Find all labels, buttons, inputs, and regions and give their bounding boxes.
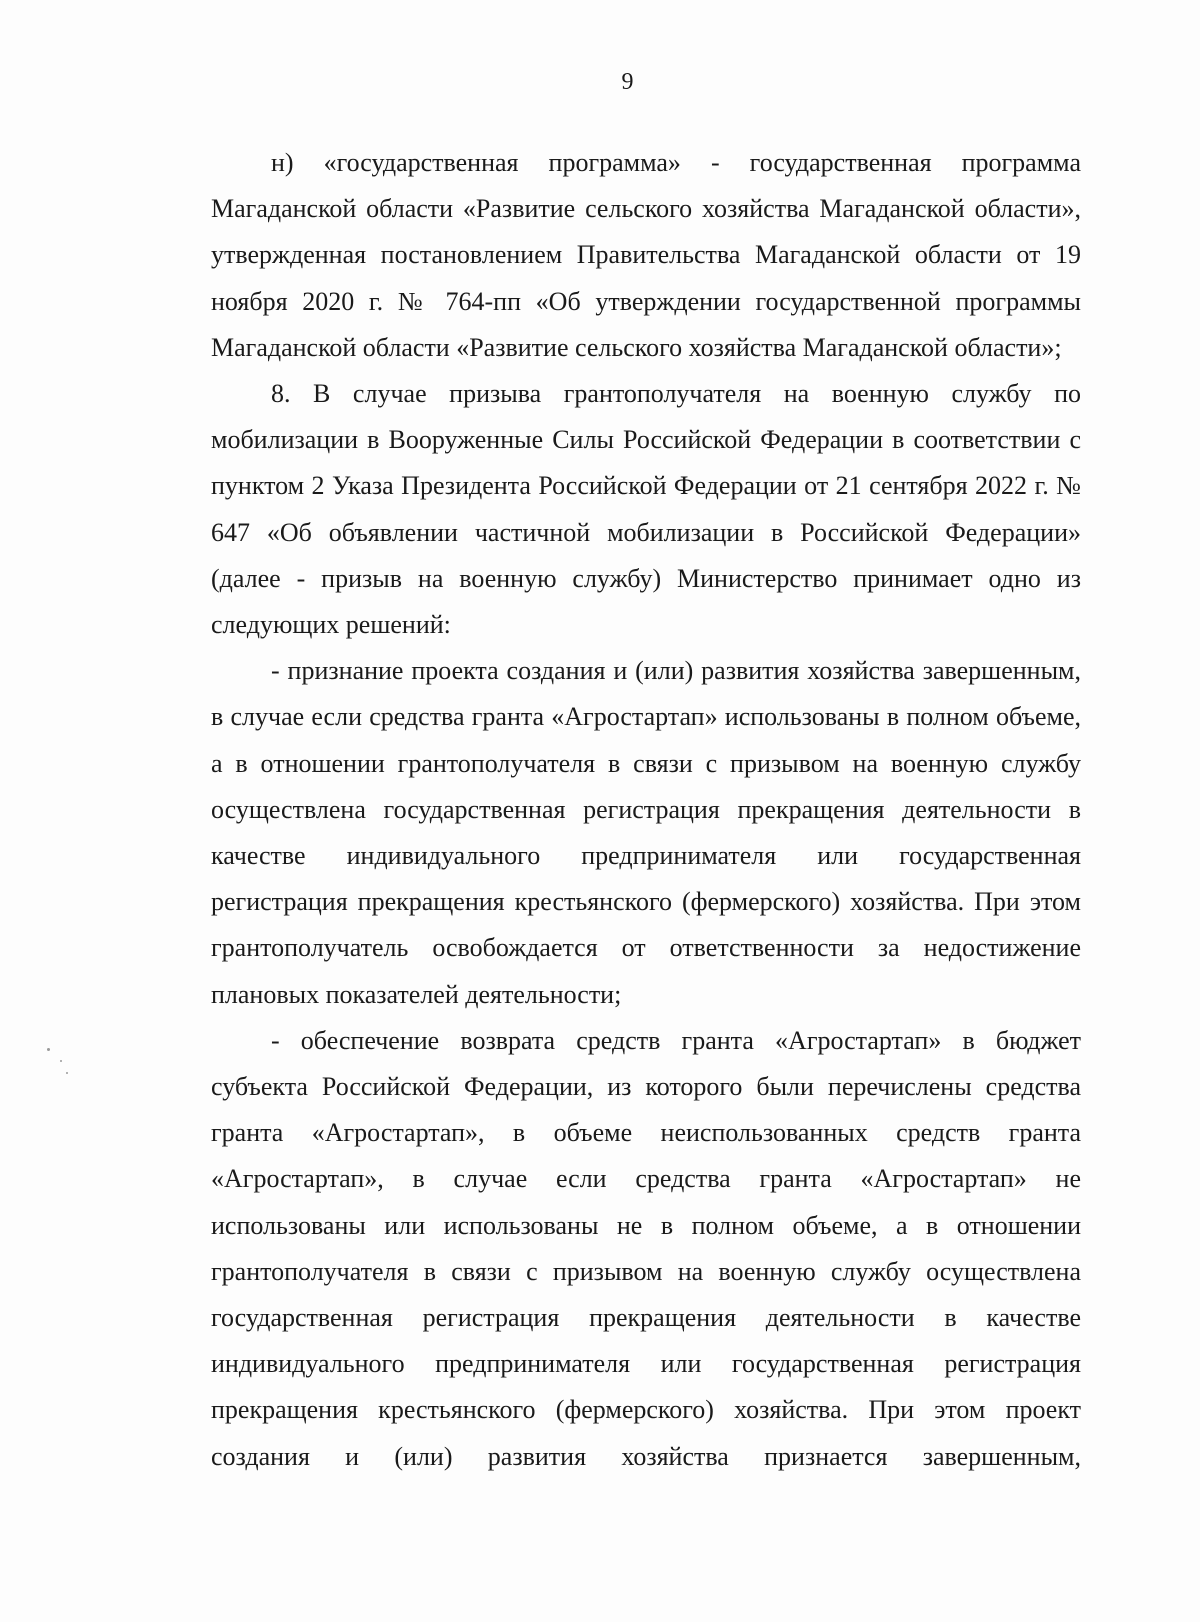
paragraph-decision-grant-return: - обеспечение возврата средств гранта «Агростартап» в бюджет субъекта Российской Федерации, из которого были перечислены средства гранта «Агростартап», в объеме неиспользованных средств гранта «Агростартап», в случае если средства гранта «Агростартап» не использованы или использованы не в полном объеме, а в отношении грантополучателя в связи с призывом на военную службу осуществлена государственная регистрация прекращения деятельности в качестве индивидуального предпринимателя или государственная регистрация прекращения крестьянского (фермерского) хозяйства. При этом проект создания и (или) развития хозяйства признается завершенным, — [211, 1025, 1081, 1471]
paragraph-item-8-mobilization: 8. В случае призыва грантополучателя на военную службу по мобилизации в Вооруженные Силы Российской Федерации в соответствии с пунктом 2 Указа Президента Российской Федерации от 21 сентября 2022 г. № 647 «Об объявлении частичной мобилизации в Российской Федерации» (далее - призыв на военную службу) Министерство принимает одно из следующих решений: — [211, 379, 1081, 640]
paragraph-decision-project-completed: - признание проекта создания и (или) развития хозяйства завершенным, в случае если средства гранта «Агростартап» использованы в полном объеме, а в отношении грантополучателя в связи с призывом на военную службу осуществлена государственная регистрация прекращения деятельности в качестве индивидуального предпринимателя или государственная регистрация прекращения крестьянского (фермерского) хозяйства. При этом грантополучатель освобождается от ответственности за недостижение плановых показателей деятельности; — [211, 656, 1081, 1009]
scan-speck — [66, 1072, 68, 1074]
scan-speck — [60, 1060, 62, 1062]
document-body — [211, 140, 1081, 1480]
paragraph-definition-state-program: н) «государственная программа» - государственная программа Магаданской области «Развитие сельского хозяйства Магаданской области», утвержденная постановлением Правительства Магаданской области от 19 ноября 2020 г. № 764-пп «Об утверждении государственной программы Магаданской области «Развитие сельского хозяйства Магаданской области»; — [211, 148, 1081, 362]
scan-speck — [47, 1048, 50, 1051]
page-number: 9 — [621, 69, 634, 95]
